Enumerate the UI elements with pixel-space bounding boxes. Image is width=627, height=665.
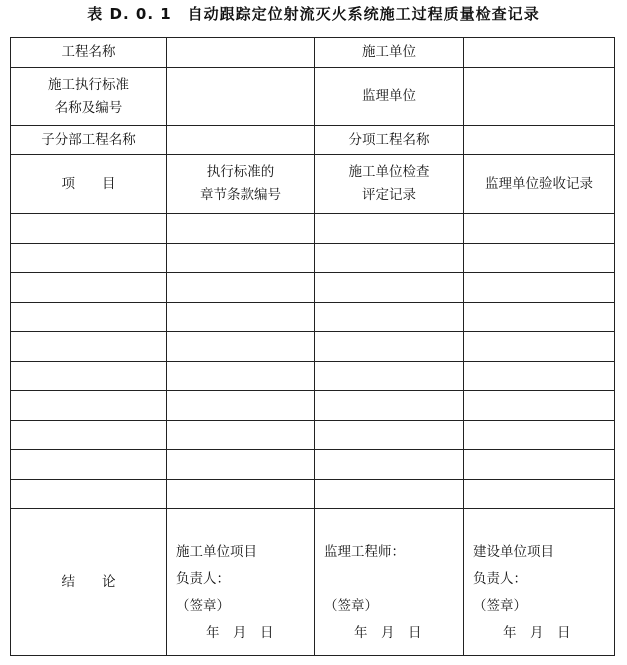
supervisor-seal: （签章）	[324, 598, 378, 614]
row-cell-check[interactable]	[315, 332, 464, 362]
row-cell-acceptance[interactable]	[464, 420, 615, 450]
row-cell-item[interactable]	[11, 332, 167, 362]
standard-label-line1: 施工执行标准	[48, 76, 129, 93]
row-cell-check[interactable]	[315, 479, 464, 509]
construction-signature-line2: 负责人：	[176, 571, 230, 587]
owner-signature-line2: 负责人：	[473, 571, 527, 587]
empty-rows-body	[11, 214, 615, 509]
row-cell-clause[interactable]	[167, 361, 315, 391]
column-acceptance: 监理单位验收记录	[464, 155, 615, 214]
column-item: 项 目	[11, 155, 167, 214]
standard-label-line2: 名称及编号	[54, 99, 123, 116]
row-cell-check[interactable]	[315, 361, 464, 391]
owner-seal: （签章）	[473, 598, 527, 614]
row-cell-item[interactable]	[11, 273, 167, 303]
standard-label	[11, 68, 167, 126]
supervisor-signature-line2	[324, 566, 463, 593]
row-cell-acceptance[interactable]	[464, 450, 615, 480]
row-cell-item[interactable]	[11, 420, 167, 450]
row-cell-item[interactable]	[11, 479, 167, 509]
project-name-label: 工程名称	[11, 38, 167, 68]
owner-signature-cell[interactable]	[464, 509, 615, 656]
row-cell-item[interactable]	[11, 302, 167, 332]
row-cell-clause[interactable]	[167, 420, 315, 450]
construction-signature-line1: 施工单位项目	[176, 544, 257, 560]
table-row	[11, 420, 615, 450]
column-check-line2: 评定记录	[362, 187, 416, 203]
construction-date: 年 月 日	[206, 625, 274, 641]
supervision-unit-value[interactable]	[464, 68, 615, 126]
owner-date: 年 月 日	[503, 625, 571, 641]
row-cell-acceptance[interactable]	[464, 361, 615, 391]
row-cell-item[interactable]	[11, 214, 167, 244]
row-cell-acceptance[interactable]	[464, 273, 615, 303]
project-name-value[interactable]	[167, 38, 315, 68]
item-project-value[interactable]	[464, 126, 615, 155]
sub-project-label: 子分部工程名称	[11, 126, 167, 155]
row-cell-check[interactable]	[315, 450, 464, 480]
table-row	[11, 479, 615, 509]
row-cell-clause[interactable]	[167, 450, 315, 480]
row-cell-clause[interactable]	[167, 302, 315, 332]
construction-seal: （签章）	[176, 598, 230, 614]
supervision-unit-label: 监理单位	[315, 68, 464, 126]
construction-unit-value[interactable]	[464, 38, 615, 68]
row-cell-item[interactable]	[11, 361, 167, 391]
row-cell-acceptance[interactable]	[464, 302, 615, 332]
construction-unit-label: 施工单位	[315, 38, 464, 68]
column-check-line1: 施工单位检查	[348, 164, 430, 180]
row-cell-clause[interactable]	[167, 479, 315, 509]
sub-project-value[interactable]	[167, 126, 315, 155]
row-cell-acceptance[interactable]	[464, 332, 615, 362]
row-cell-clause[interactable]	[167, 214, 315, 244]
column-clause	[167, 155, 315, 214]
row-cell-acceptance[interactable]	[464, 243, 615, 273]
row-cell-check[interactable]	[315, 391, 464, 421]
row-cell-check[interactable]	[315, 214, 464, 244]
row-cell-check[interactable]	[315, 273, 464, 303]
row-cell-item[interactable]	[11, 450, 167, 480]
row-cell-check[interactable]	[315, 420, 464, 450]
table-row	[11, 391, 615, 421]
row-cell-clause[interactable]	[167, 273, 315, 303]
item-project-label: 分项工程名称	[315, 126, 464, 155]
construction-signature-cell[interactable]	[167, 509, 315, 656]
table-row	[11, 450, 615, 480]
table-row	[11, 361, 615, 391]
supervisor-signature-line1: 监理工程师：	[324, 544, 405, 560]
row-cell-clause[interactable]	[167, 332, 315, 362]
conclusion-label: 结 论	[11, 509, 167, 656]
column-check	[315, 155, 464, 214]
row-cell-acceptance[interactable]	[464, 214, 615, 244]
table-row	[11, 214, 615, 244]
row-cell-acceptance[interactable]	[464, 391, 615, 421]
column-clause-line2: 章节条款编号	[200, 187, 281, 203]
table-row	[11, 332, 615, 362]
table-row	[11, 273, 615, 303]
supervisor-signature-cell[interactable]	[315, 509, 464, 656]
supervisor-date: 年 月 日	[354, 625, 422, 641]
row-cell-acceptance[interactable]	[464, 479, 615, 509]
row-cell-check[interactable]	[315, 243, 464, 273]
row-cell-item[interactable]	[11, 243, 167, 273]
column-clause-line1: 执行标准的	[206, 164, 275, 180]
row-cell-clause[interactable]	[167, 391, 315, 421]
row-cell-item[interactable]	[11, 391, 167, 421]
table-title: 表 D. 0. 1 自动跟踪定位射流灭火系统施工过程质量检查记录	[87, 5, 540, 23]
standard-value[interactable]	[167, 68, 315, 126]
quality-inspection-table	[10, 37, 615, 656]
owner-signature-line1: 建设单位项目	[473, 544, 554, 560]
row-cell-check[interactable]	[315, 302, 464, 332]
table-row	[11, 302, 615, 332]
table-row	[11, 243, 615, 273]
row-cell-clause[interactable]	[167, 243, 315, 273]
